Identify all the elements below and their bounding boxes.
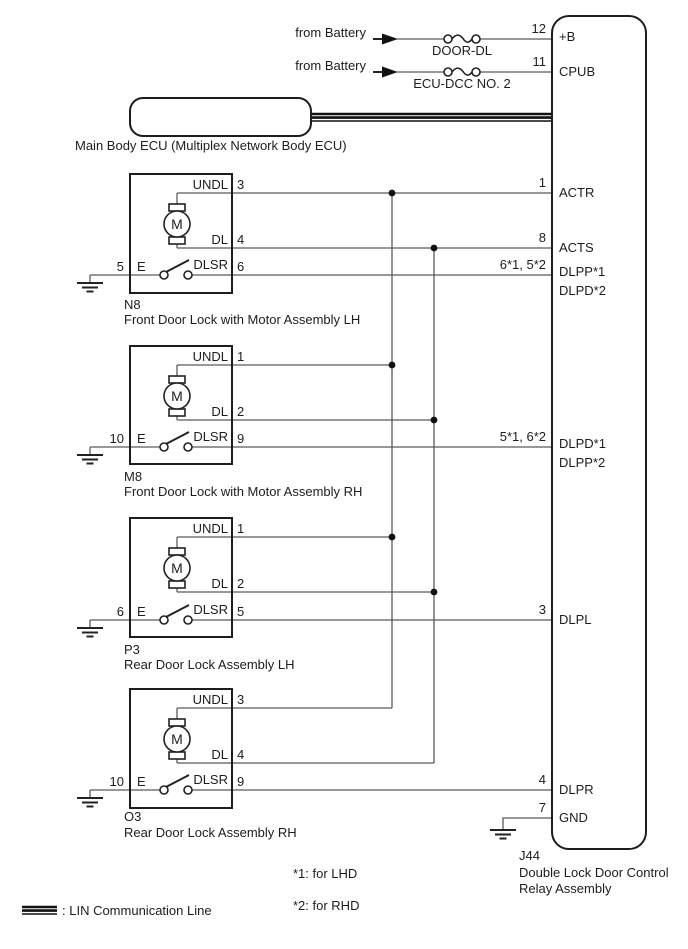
motor-label: M	[171, 731, 183, 747]
terminal-label: DL	[211, 232, 228, 247]
relay-pin-number: 8	[538, 230, 546, 245]
terminal-label: UNDL	[192, 521, 228, 536]
assembly-m8	[0, 346, 688, 506]
assembly-name: Front Door Lock with Motor Assembly LH	[124, 312, 361, 327]
assembly-name: Rear Door Lock Assembly RH	[124, 825, 297, 840]
main-body-ecu-box	[129, 97, 312, 137]
terminal-label: DLSR	[193, 602, 228, 617]
from-battery-label: from Battery	[295, 25, 366, 40]
relay-name-line2: Relay Assembly	[519, 881, 612, 896]
relay-pin-name: DLPP*2	[559, 455, 606, 470]
terminal-pin: 3	[237, 177, 245, 192]
terminal-pin: 4	[237, 232, 245, 247]
from-battery-label: from Battery	[295, 58, 366, 73]
terminal-pin: 3	[237, 692, 245, 707]
lin-legend-symbol-icon	[22, 907, 57, 914]
assembly-p3	[0, 517, 688, 677]
terminal-label: E	[137, 431, 146, 446]
relay-pin-name: ACTR	[559, 185, 595, 200]
assembly-code: O3	[124, 809, 142, 824]
terminal-pin: 10	[109, 774, 124, 789]
relay-pin-name: +B	[559, 29, 576, 44]
fuse-icon	[444, 35, 480, 43]
fuse-label: DOOR-DL	[432, 43, 492, 58]
terminal-label: E	[137, 259, 146, 274]
relay-pin-name: CPUB	[559, 64, 596, 79]
relay-pin-name: DLPD*2	[559, 283, 606, 298]
assembly-n8	[0, 173, 688, 333]
battery-arrow-icon	[373, 34, 398, 45]
relay-pin-number: 4	[538, 772, 546, 787]
terminal-label: UNDL	[192, 692, 228, 707]
terminal-label: DLSR	[193, 429, 228, 444]
terminal-pin: 2	[237, 404, 245, 419]
relay-pin-name: GND	[559, 810, 588, 825]
assembly-o3	[0, 688, 688, 848]
relay-pin-name: DLPL	[559, 612, 592, 627]
footnote-2: *2: for RHD	[293, 898, 360, 913]
lin-legend-label: : LIN Communication Line	[62, 903, 212, 918]
terminal-pin: 6	[116, 604, 124, 619]
terminal-pin: 10	[109, 431, 124, 446]
terminal-label: DLSR	[193, 772, 228, 787]
assembly-code: N8	[124, 297, 141, 312]
relay-pin-name: ACTS	[559, 240, 594, 255]
relay-code: J44	[519, 848, 540, 863]
relay-pin-name: DLPD*1	[559, 436, 606, 451]
relay-pin-number: 6*1, 5*2	[499, 257, 546, 272]
terminal-pin: 5	[237, 604, 245, 619]
relay-pin-number: 7	[538, 800, 546, 815]
assembly-code: P3	[124, 642, 140, 657]
terminal-pin: 2	[237, 576, 245, 591]
terminal-label: DLSR	[193, 257, 228, 272]
terminal-pin: 4	[237, 747, 245, 762]
relay-pin-number: 5*1, 6*2	[499, 429, 546, 444]
terminal-pin: 5	[116, 259, 124, 274]
relay-name-line1: Double Lock Door Control	[519, 865, 669, 880]
assembly-name: Front Door Lock with Motor Assembly RH	[124, 484, 363, 499]
relay-pin-name: DLPP*1	[559, 264, 606, 279]
fuse-label: ECU-DCC NO. 2	[413, 76, 511, 91]
terminal-label: DL	[211, 576, 228, 591]
footnote-1: *1: for LHD	[293, 866, 358, 881]
battery-arrow-icon	[373, 67, 398, 78]
assembly-code: M8	[124, 469, 143, 484]
lin-communication-line-icon	[311, 114, 552, 121]
fuse-icon	[444, 68, 480, 76]
terminal-pin: 1	[237, 521, 245, 536]
terminal-label: UNDL	[192, 177, 228, 192]
motor-label: M	[171, 560, 183, 576]
relay-pin-number: 3	[538, 602, 546, 617]
relay-pin-name: DLPR	[559, 782, 594, 797]
terminal-label: DL	[211, 747, 228, 762]
relay-pin-number: 1	[538, 175, 546, 190]
terminal-label: DL	[211, 404, 228, 419]
main-body-ecu-label: Main Body ECU (Multiplex Network Body ECU)	[75, 138, 347, 153]
terminal-pin: 6	[237, 259, 245, 274]
relay-pin-number: 11	[532, 54, 546, 69]
terminal-pin: 9	[237, 774, 245, 789]
terminal-pin: 9	[237, 431, 245, 446]
motor-label: M	[171, 388, 183, 404]
terminal-pin: 1	[237, 349, 245, 364]
terminal-label: E	[137, 774, 146, 789]
assembly-name: Rear Door Lock Assembly LH	[124, 657, 295, 672]
relay-pin-number: 12	[531, 21, 546, 36]
terminal-label: E	[137, 604, 146, 619]
terminal-label: UNDL	[192, 349, 228, 364]
motor-label: M	[171, 216, 183, 232]
